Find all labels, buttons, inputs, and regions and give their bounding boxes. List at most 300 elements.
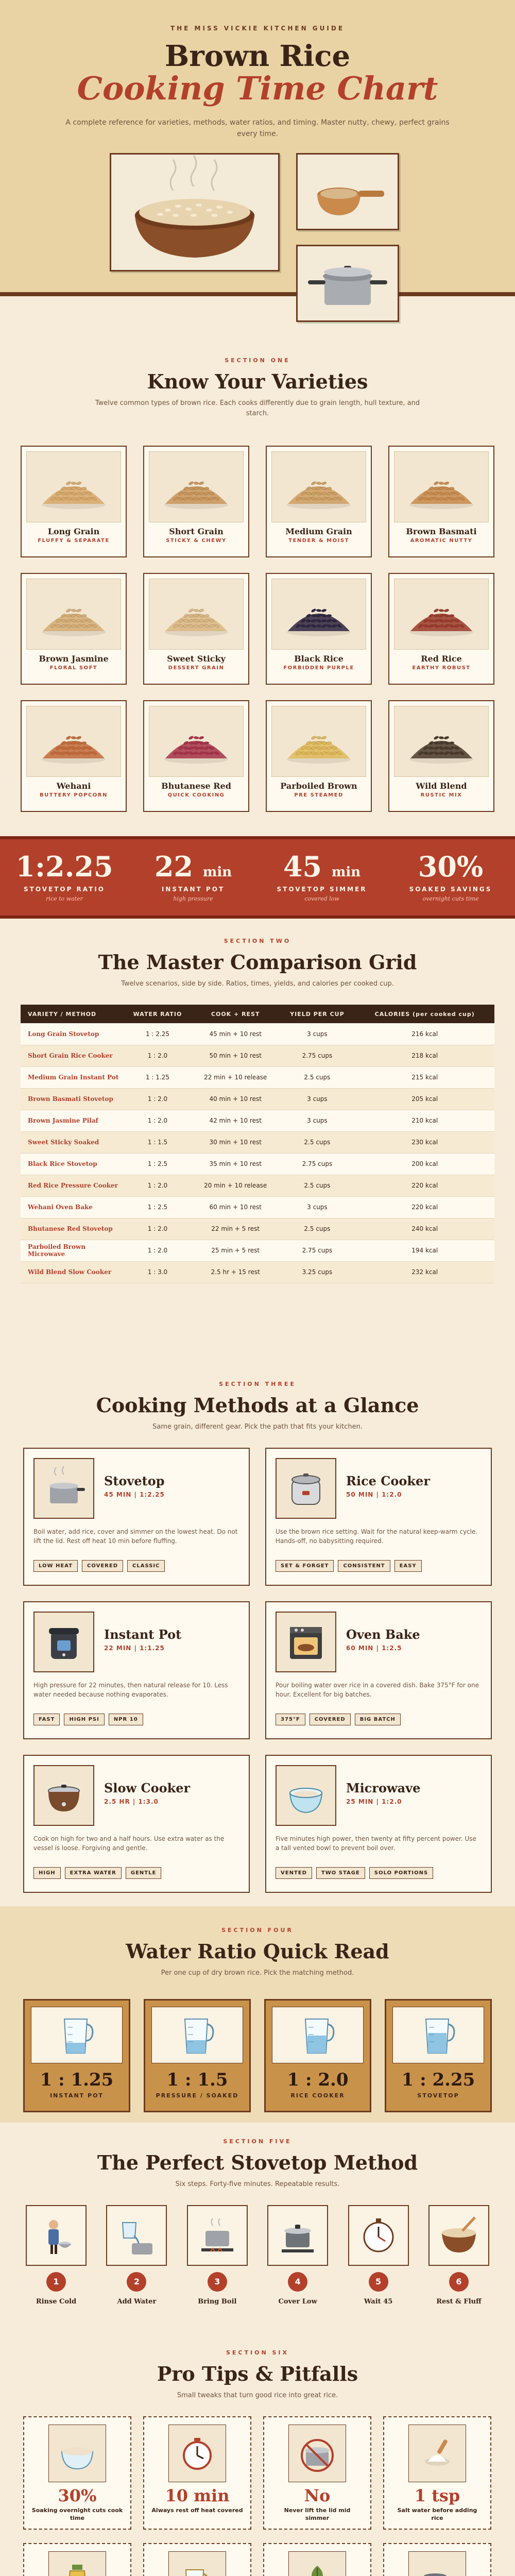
table-cell: 1 : 3.0 — [124, 1261, 192, 1283]
method-description: High pressure for 22 minutes, then natural release for 10. Less water needed because nothing evaporates. — [33, 1682, 228, 1698]
step-number: 3 — [208, 2272, 227, 2292]
table-cell: 35 min + 10 rest — [192, 1153, 279, 1175]
row-label: Short Grain Rice Cooker — [21, 1045, 124, 1066]
stat-number — [0, 850, 129, 883]
method-tag: NPR 10 — [109, 1714, 143, 1725]
table-cell: 2.5 cups — [279, 1066, 355, 1088]
variety-card — [143, 700, 249, 812]
variety-name: Brown Jasmine — [39, 654, 109, 664]
ratio-value: 1 : 1.25 — [40, 2070, 114, 2090]
methods-heading — [0, 1381, 515, 1432]
row-label: Parboiled Brown Microwave — [21, 1240, 124, 1261]
table-cell: 2.5 cups — [279, 1131, 355, 1153]
tip-card — [23, 2416, 131, 2530]
table-cell: 1 : 2.25 — [124, 1023, 192, 1045]
rice-bowl-photo — [110, 153, 280, 272]
method-tag: BIG BATCH — [355, 1714, 401, 1725]
ratio-card — [23, 1999, 130, 2112]
method-description: Pour boiling water over rice in a covered dish. Bake 375°F for one hour. Excellent for big batches. — [276, 1682, 479, 1698]
step-illustration-icon — [267, 2205, 328, 2266]
rice-pile-icon — [26, 706, 121, 777]
tip-text: Soaking overnight cuts cook time — [31, 2507, 123, 2521]
tip-illustration-icon — [168, 2425, 226, 2482]
section-subtitle: Twelve common types of brown rice. Each cooks differently due to grain length, hull texture, and starch. — [95, 399, 420, 417]
tip-text: Never lift the lid mid simmer — [284, 2507, 351, 2521]
method-card — [265, 1601, 492, 1739]
variety-card — [143, 573, 249, 685]
table-row — [21, 1196, 494, 1218]
section-subtitle: Twelve scenarios, side by side. Ratios, times, yields, and calories per cooked cup. — [121, 980, 394, 988]
variety-tag: RUSTIC MIX — [420, 792, 462, 798]
measuring-jug-icon — [272, 2007, 364, 2063]
table-cell: 1 : 2.5 — [124, 1153, 192, 1175]
stat-value: 1:2.25 — [15, 850, 113, 883]
table-cell: 3 cups — [279, 1023, 355, 1045]
method-tag: FAST — [33, 1714, 60, 1725]
tip-card — [263, 2543, 371, 2576]
tip-illustration-icon — [408, 2425, 466, 2482]
method-meta: 2.5 HR | 1:3.0 — [104, 1798, 159, 1805]
stat-unit: min — [202, 865, 232, 880]
method-description: Cook on high for two and a half hours. Use extra water as the vessel is loose. Forgiving and gentle. — [33, 1835, 225, 1852]
method-meta: 22 MIN | 1:1.25 — [104, 1645, 165, 1652]
rice-pile-icon — [26, 579, 121, 650]
table-cell: 1 : 2.0 — [124, 1218, 192, 1240]
pot-icon — [33, 1458, 94, 1519]
section-title: The Master Comparison Grid — [98, 951, 417, 974]
table-header-cell: CALORIES (per cooked cup) — [355, 1005, 494, 1023]
method-tags — [33, 1867, 161, 1879]
step-illustration-icon — [348, 2205, 409, 2266]
variety-tag: FORBIDDEN PURPLE — [283, 665, 354, 671]
stat-value: 22 — [154, 850, 194, 883]
method-heading — [104, 1781, 190, 1805]
table-cell: 3 cups — [279, 1196, 355, 1218]
method-meta: 60 MIN | 1:2.5 — [346, 1645, 402, 1652]
table-cell: 60 min + 10 rest — [192, 1196, 279, 1218]
variety-name: Wehani — [56, 781, 91, 791]
method-name: Instant Pot — [104, 1627, 182, 1642]
method-name: Stovetop — [104, 1473, 165, 1488]
step-item — [104, 2205, 169, 2306]
stat-item — [386, 839, 515, 916]
method-tag: LOW HEAT — [33, 1560, 78, 1572]
method-tag: 375°F — [276, 1714, 305, 1725]
row-label: Bhutanese Red Stovetop — [21, 1218, 124, 1240]
row-label: Sweet Sticky Soaked — [21, 1131, 124, 1153]
method-tags — [276, 1560, 422, 1572]
variety-card — [21, 573, 127, 685]
rice-pile-icon — [271, 451, 366, 522]
tip-highlight: 10 min — [165, 2486, 230, 2505]
section-kicker: SECTION TWO — [224, 938, 291, 944]
variety-card — [388, 700, 494, 812]
tip-illustration-icon — [408, 2551, 466, 2576]
tip-card — [143, 2543, 251, 2576]
step-number: 2 — [127, 2272, 146, 2292]
variety-tag: STICKY & CHEWY — [166, 538, 227, 544]
table-row — [21, 1066, 494, 1088]
tip-illustration-icon — [168, 2551, 226, 2576]
stat-note: high pressure — [173, 895, 213, 902]
table-row — [21, 1131, 494, 1153]
table-cell: 1 : 2.0 — [124, 1088, 192, 1110]
ratio-card — [385, 1999, 492, 2112]
table-cell: 2.75 cups — [279, 1045, 355, 1066]
variety-card — [388, 446, 494, 557]
table-cell: 205 kcal — [355, 1088, 494, 1110]
method-name: Oven Bake — [346, 1627, 420, 1642]
step-item — [184, 2205, 250, 2306]
step-illustration-icon — [106, 2205, 167, 2266]
ratio-card — [144, 1999, 251, 2112]
tip-text: Always rest off heat covered — [151, 2507, 243, 2514]
step-number: 6 — [449, 2272, 469, 2292]
step-label: Bring Boil — [198, 2298, 237, 2306]
method-name: Slow Cooker — [104, 1781, 191, 1795]
rice-pile-icon — [394, 451, 489, 522]
variety-card — [388, 573, 494, 685]
method-tag: EXTRA WATER — [65, 1867, 122, 1879]
row-label: Medium Grain Instant Pot — [21, 1066, 124, 1088]
measuring-jug-icon — [392, 2007, 484, 2063]
method-description: Use the brown rice setting. Wait for the natural keep-warm cycle. Hands-off, no babysitting required. — [276, 1528, 478, 1545]
method-tag: HIGH PSI — [64, 1714, 104, 1725]
stats-band — [0, 836, 515, 919]
method-tag: GENTLE — [126, 1867, 161, 1879]
step-label: Rest & Fluff — [436, 2298, 482, 2306]
stat-number — [258, 850, 386, 883]
tip-text: Salt water before adding rice — [397, 2507, 477, 2521]
table-cell: 210 kcal — [355, 1110, 494, 1131]
step-number: 1 — [46, 2272, 66, 2292]
rice-pile-icon — [394, 579, 489, 650]
stat-note: rice to water — [46, 895, 83, 902]
table-cell: 1 : 2.0 — [124, 1175, 192, 1196]
method-heading — [346, 1627, 420, 1652]
tip-illustration-icon — [288, 2425, 346, 2482]
section-subtitle: Per one cup of dry brown rice. Pick the matching method. — [161, 1969, 354, 1977]
rice-cooker-icon — [276, 1458, 336, 1519]
table-cell: 1 : 2.0 — [124, 1240, 192, 1261]
stat-label: STOVETOP RATIO — [24, 886, 105, 893]
table-header-cell: WATER RATIO — [124, 1005, 192, 1023]
variety-name: Short Grain — [169, 527, 224, 536]
rice-pile-icon — [394, 706, 489, 777]
stat-item — [129, 839, 258, 916]
step-item — [426, 2205, 492, 2306]
method-heading — [346, 1473, 430, 1498]
table-cell: 25 min + 5 rest — [192, 1240, 279, 1261]
table-row — [21, 1023, 494, 1045]
tip-card — [263, 2416, 371, 2530]
section-subtitle: Six steps. Forty-five minutes. Repeatable results. — [175, 2180, 340, 2188]
section-title: Know Your Varieties — [147, 370, 368, 393]
method-heading — [346, 1781, 420, 1805]
table-cell: 1 : 2.0 — [124, 1110, 192, 1131]
method-tag: COVERED — [310, 1714, 351, 1725]
row-label: Wild Blend Slow Cooker — [21, 1261, 124, 1283]
tips-heading — [0, 2349, 515, 2401]
table-cell: 1 : 1.5 — [124, 1131, 192, 1153]
table-cell: 200 kcal — [355, 1153, 494, 1175]
table-cell: 3 cups — [279, 1088, 355, 1110]
cooking-pot-photo — [296, 245, 399, 322]
table-cell: 220 kcal — [355, 1175, 494, 1196]
variety-tag: FLORAL SOFT — [49, 665, 98, 671]
table-cell: 2.5 cups — [279, 1175, 355, 1196]
method-meta: 50 MIN | 1:2.0 — [346, 1491, 402, 1498]
ratio-label: PRESSURE / SOAKED — [156, 2092, 239, 2099]
table-cell: 1 : 2.5 — [124, 1196, 192, 1218]
variety-tag: TENDER & MOIST — [288, 538, 349, 544]
table-cell: 240 kcal — [355, 1218, 494, 1240]
variety-tag: PRE STEAMED — [294, 792, 344, 798]
tip-illustration-icon — [48, 2551, 106, 2576]
table-cell: 30 min + 10 rest — [192, 1131, 279, 1153]
method-description: Boil water, add rice, cover and simmer on the lowest heat. Do not lift the lid. Rest off heat 10 min before fluffing. — [33, 1528, 238, 1545]
ratios-heading — [0, 1927, 515, 1978]
ratio-label: RICE COOKER — [290, 2092, 345, 2099]
row-label: Black Rice Stovetop — [21, 1153, 124, 1175]
method-grid — [23, 1448, 492, 1893]
ratio-value: 1 : 1.5 — [166, 2070, 228, 2090]
table-cell: 218 kcal — [355, 1045, 494, 1066]
variety-tag: AROMATIC NUTTY — [410, 538, 473, 544]
step-illustration-icon — [428, 2205, 489, 2266]
variety-name: Long Grain — [47, 527, 100, 536]
table-cell: 45 min + 10 rest — [192, 1023, 279, 1045]
table-cell: 2.5 cups — [279, 1218, 355, 1240]
table-row — [21, 1175, 494, 1196]
table-cell: 2.75 cups — [279, 1240, 355, 1261]
stat-label: INSTANT POT — [161, 886, 225, 893]
step-item — [23, 2205, 89, 2306]
section-subtitle: Small tweaks that turn good rice into great rice. — [177, 2392, 338, 2399]
steps-row — [23, 2205, 492, 2306]
ratio-grid — [23, 1999, 492, 2112]
method-card — [23, 1601, 250, 1739]
variety-card — [21, 700, 127, 812]
variety-card — [143, 446, 249, 557]
table-cell: 220 kcal — [355, 1196, 494, 1218]
rice-pile-icon — [271, 579, 366, 650]
tip-illustration-icon — [48, 2425, 106, 2482]
table-cell: 1 : 2.0 — [124, 1045, 192, 1066]
table-cell: 230 kcal — [355, 1131, 494, 1153]
comparison-table — [21, 1005, 494, 1283]
method-card — [23, 1755, 250, 1893]
rice-pile-icon — [149, 706, 244, 777]
stat-number — [386, 850, 515, 883]
method-card — [265, 1448, 492, 1586]
table-cell: 40 min + 10 rest — [192, 1088, 279, 1110]
stat-value: 30% — [418, 850, 484, 883]
table-cell: 215 kcal — [355, 1066, 494, 1088]
method-tag: VENTED — [276, 1867, 312, 1879]
variety-grid — [21, 446, 494, 812]
method-name: Microwave — [346, 1781, 421, 1795]
method-tag: TWO STAGE — [316, 1867, 365, 1879]
stat-value: 45 — [283, 850, 322, 883]
row-label: Red Rice Pressure Cooker — [21, 1175, 124, 1196]
method-meta: 45 MIN | 1:2.25 — [104, 1491, 165, 1498]
stat-unit: min — [331, 865, 361, 880]
section-kicker: SECTION THREE — [219, 1381, 296, 1387]
table-cell: 1 : 1.25 — [124, 1066, 192, 1088]
tip-highlight: 1 tsp — [414, 2486, 460, 2505]
table-cell: 3.25 cups — [279, 1261, 355, 1283]
variety-card — [266, 573, 372, 685]
stat-label: STOVETOP SIMMER — [277, 886, 367, 893]
table-cell: 22 min + 10 release — [192, 1066, 279, 1088]
table-row — [21, 1218, 494, 1240]
table-cell: 2.5 hr + 15 rest — [192, 1261, 279, 1283]
row-label: Brown Jasmine Pilaf — [21, 1110, 124, 1131]
tip-illustration-icon — [288, 2551, 346, 2576]
stat-number — [129, 850, 258, 883]
table-cell: 3 cups — [279, 1110, 355, 1131]
variety-name: Wild Blend — [416, 781, 467, 791]
stat-note: overnight cuts time — [422, 895, 479, 902]
section-title: Pro Tips & Pitfalls — [157, 2362, 358, 2385]
table-cell: 2.75 cups — [279, 1153, 355, 1175]
rice-pile-icon — [149, 451, 244, 522]
table-row — [21, 1261, 494, 1283]
step-number: 4 — [288, 2272, 307, 2292]
page-subtitle: Cooking Time Chart — [77, 69, 438, 107]
variety-name: Brown Basmati — [406, 527, 477, 536]
step-label: Rinse Cold — [36, 2298, 77, 2306]
step-label: Add Water — [117, 2298, 157, 2306]
method-card — [23, 1448, 250, 1586]
section-kicker: SECTION FIVE — [223, 2138, 292, 2145]
step-number: 5 — [369, 2272, 388, 2292]
section-kicker: SECTION ONE — [225, 357, 290, 364]
tips-grid — [23, 2416, 492, 2576]
ratio-value: 1 : 2.25 — [401, 2070, 475, 2090]
method-tags — [276, 1714, 401, 1725]
method-heading — [104, 1627, 181, 1652]
measuring-cup-photo — [296, 153, 399, 230]
method-description: Five minutes high power, then twenty at fifty percent power. Use a tall vented bowl to prevent boil over. — [276, 1835, 476, 1852]
step-item — [265, 2205, 331, 2306]
variety-card — [266, 446, 372, 557]
section-subtitle: Same grain, different gear. Pick the path that fits your kitchen. — [152, 1423, 363, 1431]
method-tags — [33, 1714, 143, 1725]
table-row — [21, 1153, 494, 1175]
table-header-cell: YIELD PER CUP — [279, 1005, 355, 1023]
intro-text: A complete reference for varieties, methods, water ratios, and timing. Master nutty, chewy, perfect grains every time. — [65, 118, 450, 138]
row-label: Long Grain Stovetop — [21, 1023, 124, 1045]
section-kicker: SECTION FOUR — [221, 1927, 294, 1934]
table-row — [21, 1088, 494, 1110]
variety-tag: QUICK COOKING — [167, 792, 225, 798]
varieties-heading — [0, 357, 515, 418]
section-kicker: SECTION SIX — [226, 2349, 289, 2356]
stat-item — [258, 839, 386, 916]
step-illustration-icon — [26, 2205, 87, 2266]
instant-pot-icon — [33, 1612, 94, 1672]
method-tags — [33, 1560, 165, 1572]
step-item — [346, 2205, 411, 2306]
table-row — [21, 1045, 494, 1066]
table-header-row — [21, 1005, 494, 1023]
row-label: Wehani Oven Bake — [21, 1196, 124, 1218]
method-tag: HIGH — [33, 1867, 61, 1879]
variety-tag: EARTHY ROBUST — [412, 665, 471, 671]
ratio-label: STOVETOP — [417, 2092, 459, 2099]
method-name: Rice Cooker — [346, 1473, 430, 1488]
variety-name: Sweet Sticky — [167, 654, 226, 664]
step-illustration-icon — [187, 2205, 248, 2266]
step-label: Cover Low — [278, 2298, 317, 2306]
stat-note: covered low — [304, 895, 339, 902]
table-cell: 20 min + 10 release — [192, 1175, 279, 1196]
rice-pile-icon — [149, 579, 244, 650]
microwave-bowl-icon — [276, 1765, 336, 1826]
variety-tag: DESSERT GRAIN — [168, 665, 225, 671]
section-title: Cooking Methods at a Glance — [96, 1394, 419, 1417]
grid-heading — [0, 938, 515, 989]
section-title: The Perfect Stovetop Method — [97, 2151, 418, 2174]
table-row — [21, 1110, 494, 1131]
table-cell: 50 min + 10 rest — [192, 1045, 279, 1066]
table-header-cell: COOK + REST — [192, 1005, 279, 1023]
steps-heading — [0, 2138, 515, 2190]
ratio-card — [264, 1999, 371, 2112]
ratio-value: 1 : 2.0 — [287, 2070, 349, 2090]
tip-card — [23, 2543, 131, 2576]
table-cell: 194 kcal — [355, 1240, 494, 1261]
variety-card — [21, 446, 127, 557]
variety-name: Red Rice — [421, 654, 462, 664]
table-cell: 42 min + 10 rest — [192, 1110, 279, 1131]
page-title: Brown Rice — [164, 39, 351, 73]
tip-card — [383, 2543, 491, 2576]
variety-tag: BUTTERY POPCORN — [40, 792, 108, 798]
section-title: Water Ratio Quick Read — [126, 1940, 389, 1963]
variety-card — [266, 700, 372, 812]
stat-item — [0, 839, 129, 916]
hero-header — [0, 0, 515, 296]
slow-cooker-icon — [33, 1765, 94, 1826]
rice-pile-icon — [26, 451, 121, 522]
variety-name: Black Rice — [294, 654, 344, 664]
brand-label: THE MISS VICKIE KITCHEN GUIDE — [170, 25, 345, 32]
method-tag: SET & FORGET — [276, 1560, 334, 1572]
table-row — [21, 1240, 494, 1261]
variety-name: Medium Grain — [285, 527, 352, 536]
method-heading — [104, 1473, 165, 1498]
table-cell: 22 min + 5 rest — [192, 1218, 279, 1240]
method-meta: 25 MIN | 1:2.0 — [346, 1798, 402, 1805]
variety-tag: FLUFFY & SEPARATE — [38, 538, 110, 544]
measuring-jug-icon — [31, 2007, 123, 2063]
step-label: Wait 45 — [364, 2298, 393, 2306]
variety-name: Parboiled Brown — [280, 781, 357, 791]
method-tag: SOLO PORTIONS — [369, 1867, 433, 1879]
method-tag: COVERED — [82, 1560, 123, 1572]
tip-card — [383, 2416, 491, 2530]
tip-highlight: No — [304, 2486, 331, 2505]
rice-pile-icon — [271, 706, 366, 777]
method-tag: EASY — [394, 1560, 422, 1572]
stat-label: SOAKED SAVINGS — [409, 886, 492, 893]
table-header-cell: VARIETY / METHOD — [21, 1005, 124, 1023]
oven-icon — [276, 1612, 336, 1672]
ratio-label: INSTANT POT — [50, 2092, 104, 2099]
